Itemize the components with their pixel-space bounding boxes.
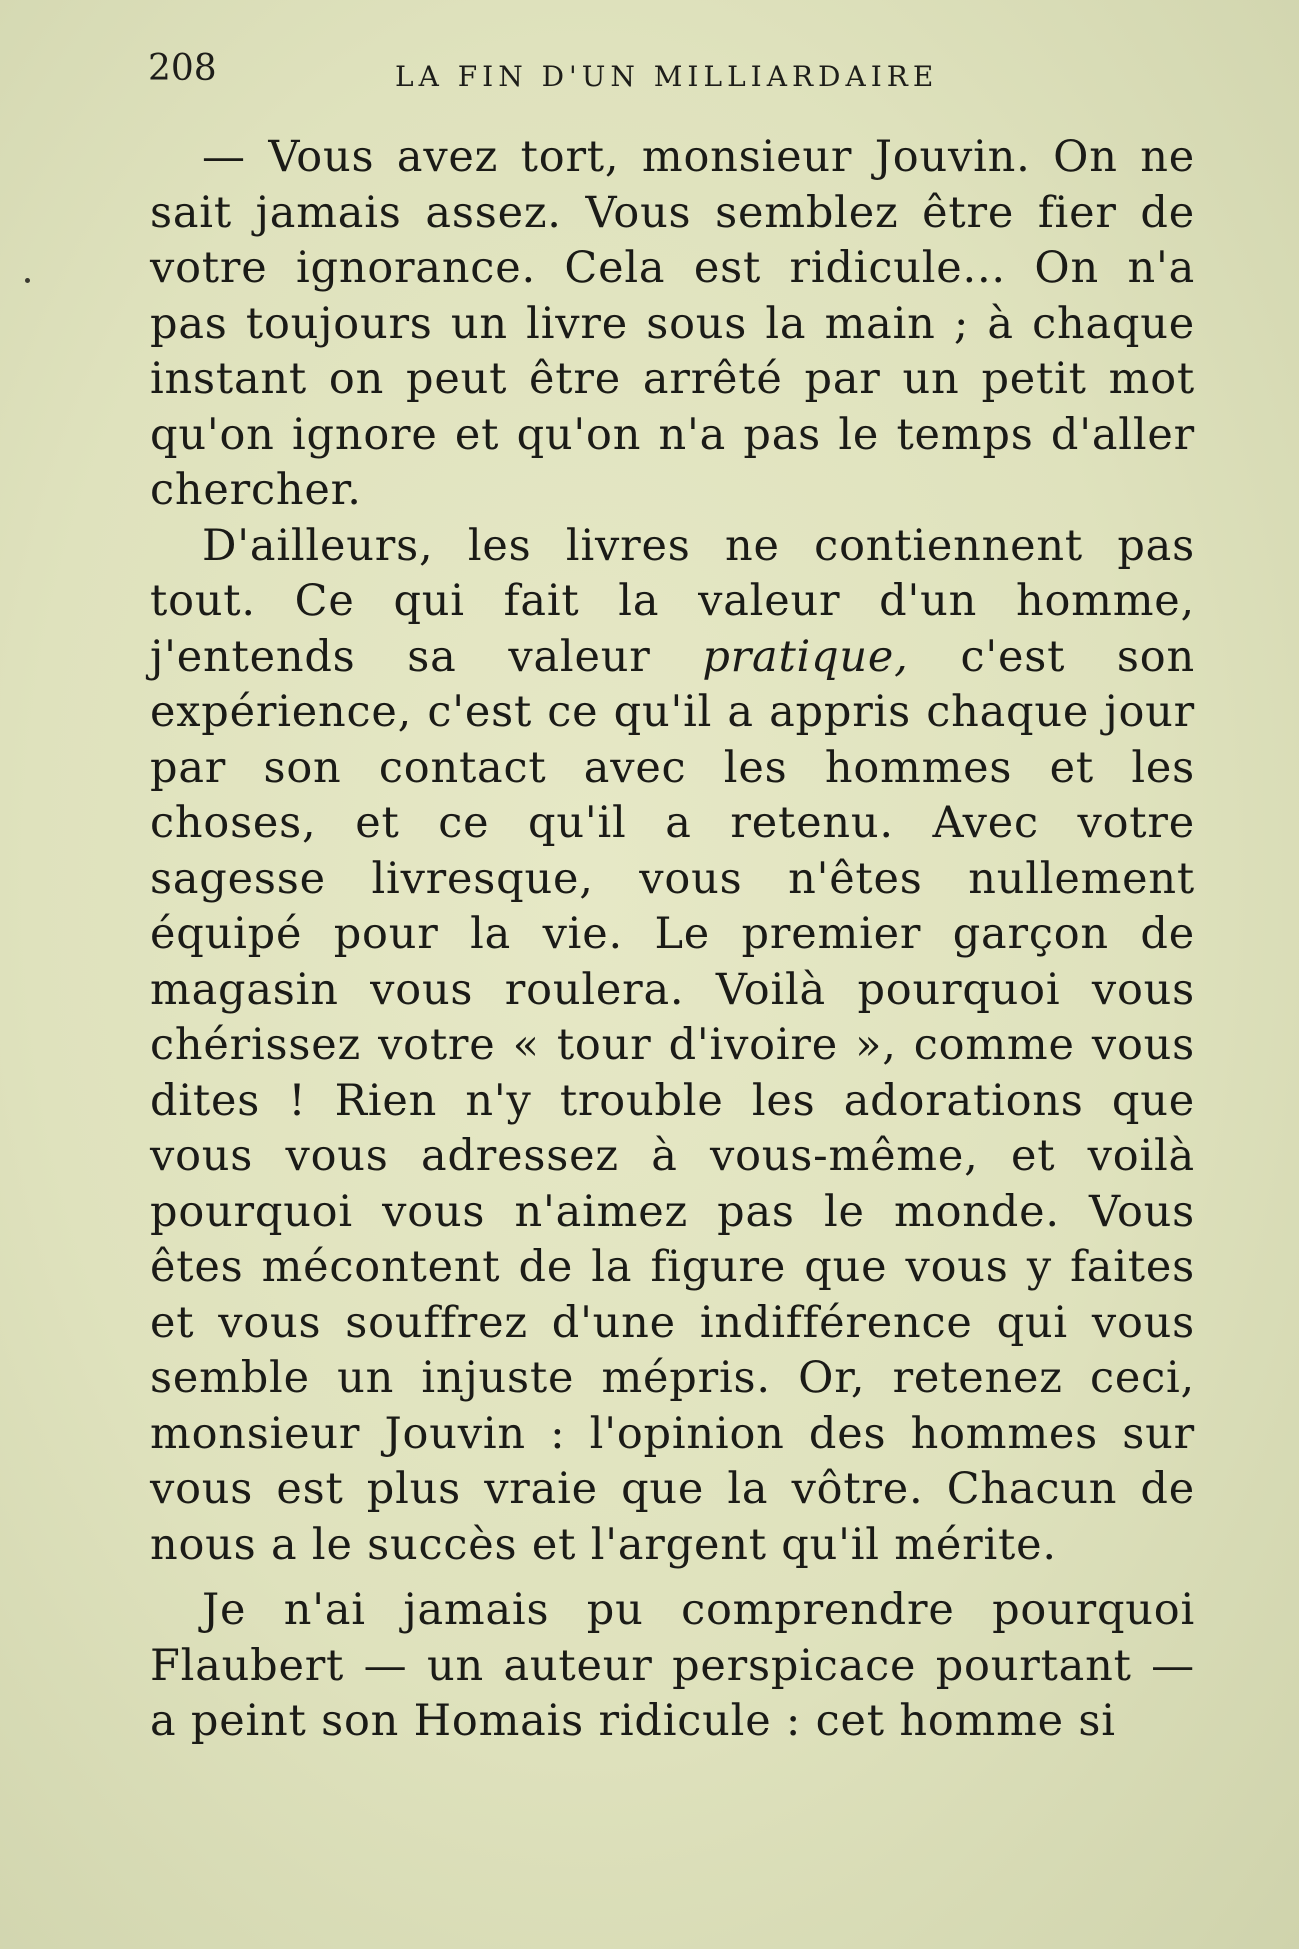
paragraph-2-text-start: D'ailleurs, les livres ne contiennent pas tout. Ce qui fait la valeur d'un homme, j'entends sa valeur	[150, 520, 1195, 682]
paragraph-2-italic-word: pratique,	[702, 631, 909, 682]
paragraph-2-text-end: c'est son expérience, c'est ce qu'il a appris chaque jour par son contact avec les hommes et les choses, et ce qu'il a retenu. Avec votre sagesse livresque, vous n'êtes nullement équipé pour la vie. Le premier garçon de magasin vous roulera. Voilà pourquoi vous chérissez votre « tour d'ivoire », comme vous dites ! Rien n'y trouble les adorations que vous vous adressez à vous-même, et voilà pourquoi vous n'aimez pas le monde. Vous êtes mécontent de la figure que vous y faites et vous souffrez d'une indifférence qui vous semble un injuste mépris. Or, retenez ceci, monsieur Jouvin : l'opinion des hommes sur vous est plus vraie que la vôtre. Chacun de nous a le succès et l'argent qu'il mérite.	[150, 631, 1195, 1570]
page-number: 208	[148, 48, 217, 89]
paragraph-2	[150, 519, 1195, 1574]
print-speck	[25, 278, 30, 283]
paragraph-1: — Vous avez tort, monsieur Jouvin. On ne sait jamais assez. Vous semblez être fier de votre ignorance. Cela est ridicule... On n'a pas toujours un livre sous la main ; à chaque instant on peut être arrêté par un petit mot qu'on ignore et qu'on n'a pas le temps d'aller chercher.	[150, 132, 1195, 515]
body-text	[150, 130, 1195, 1750]
paragraph-3: Je n'ai jamais pu comprendre pourquoi Flaubert — un auteur perspicace pourtant — a peint son Homais ridicule : cet homme si	[150, 1585, 1195, 1746]
running-head: LA FIN D'UN MILLIARDAIRE	[395, 60, 939, 93]
